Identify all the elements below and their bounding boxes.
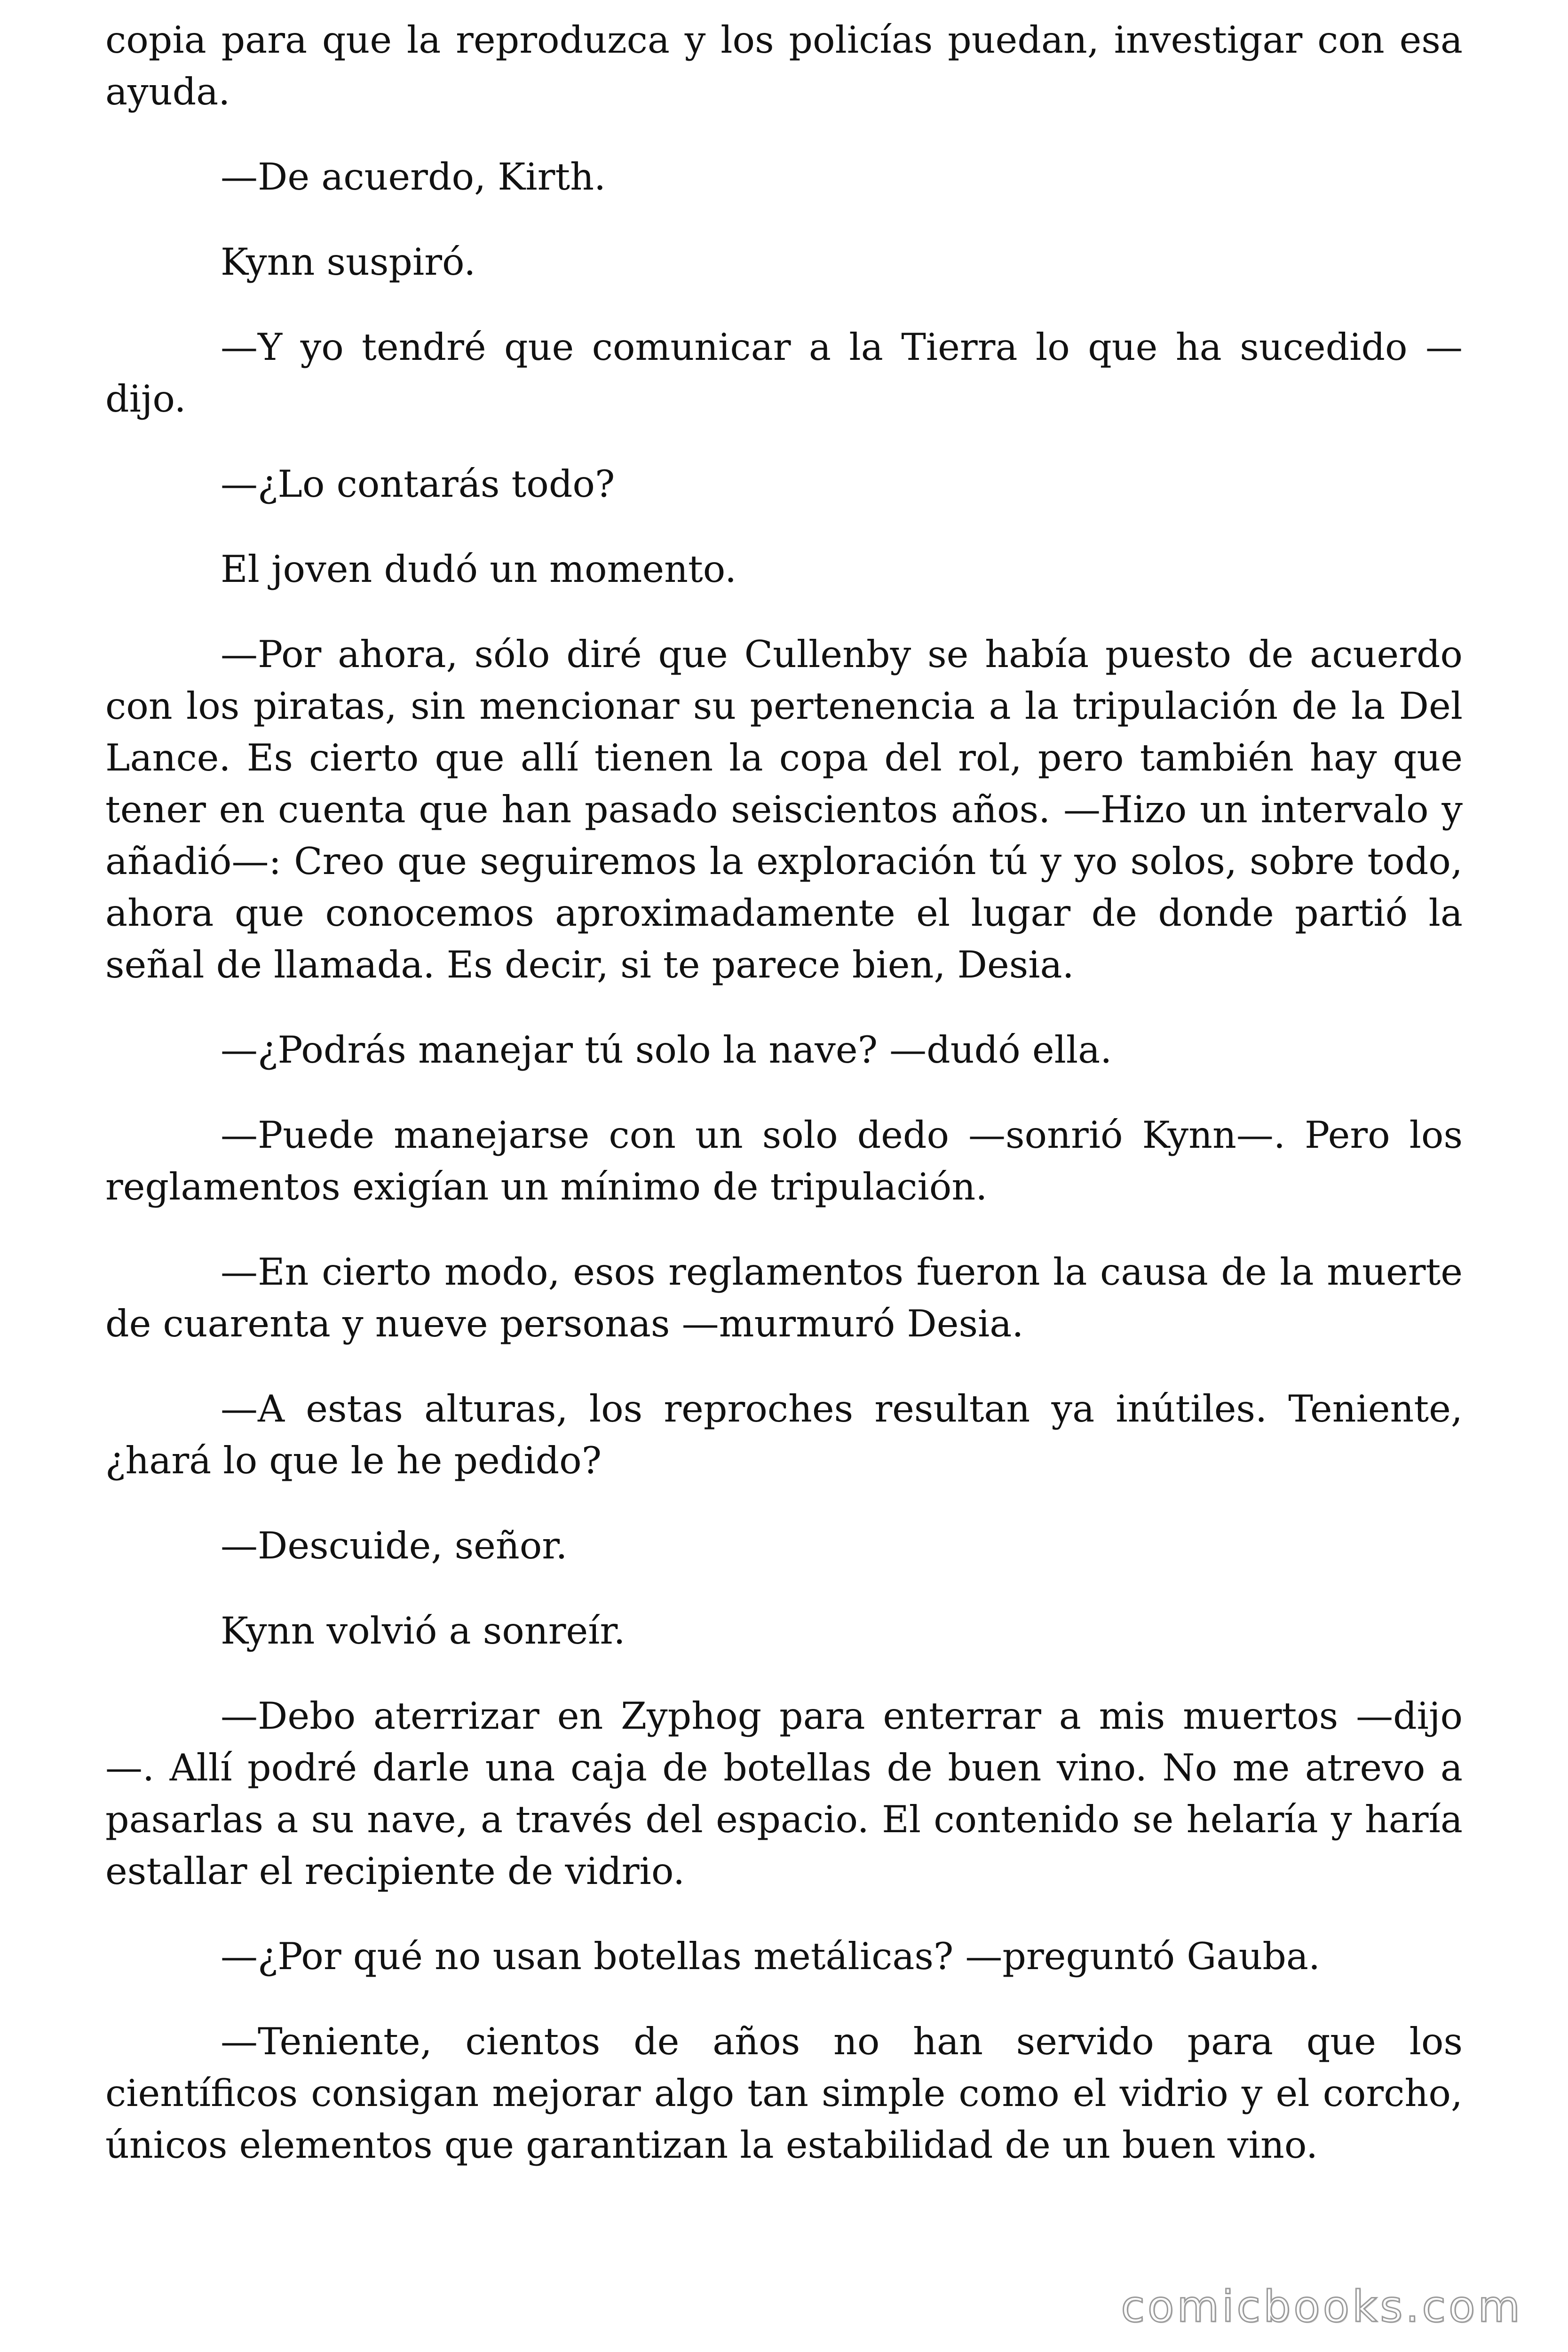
paragraph-8: —¿Podrás manejar tú solo la nave? —dudó ella. (221, 1028, 1112, 1072)
paragraph-6: El joven dudó un momento. (221, 548, 737, 591)
paragraph-3: Kynn suspiró. (221, 240, 476, 284)
paragraph-16: —Teniente, cientos de años no han servido para que los científicos consigan mejorar algo tan simple como el vidrio y el corcho, únicos elementos que garantizan la estabilidad de un buen vino. (105, 2020, 1463, 2167)
paragraph-13: Kynn volvió a sonreír. (221, 1609, 626, 1653)
paragraph-11: —A estas alturas, los reproches resultan ya inútiles. Teniente, ¿hará lo que le he pedido? (105, 1387, 1463, 1482)
paragraph-15: —¿Por qué no usan botellas metálicas? —preguntó Gauba. (221, 1935, 1321, 1978)
watermark: comicbooks.com (1121, 2281, 1523, 2332)
paragraph-10: —En cierto modo, esos reglamentos fueron la causa de la muerte de cuarenta y nueve personas —murmuró Desia. (105, 1250, 1463, 1345)
paragraph-7: —Por ahora, sólo diré que Cullenby se había puesto de acuerdo con los piratas, sin mencionar su pertenencia a la tripulación de la Del Lance. Es cierto que allí tienen la copa del rol, pero también hay que tener en cuenta que han pasado seiscientos años. —Hizo un intervalo y añadió—: Creo que seguiremos la exploración tú y yo solos, sobre todo, ahora que conocemos aproximadamente el lugar de donde partió la señal de llamada. Es decir, si te parece bien, Desia. (105, 633, 1463, 986)
paragraph-5: —¿Lo contarás todo? (221, 462, 615, 506)
paragraph-2: —De acuerdo, Kirth. (221, 155, 606, 199)
paragraph-1: copia para que la reproduzca y los policías puedan, investigar con esa ayuda. (105, 18, 1463, 113)
paragraph-9: —Puede manejarse con un solo dedo —sonrió Kynn—. Pero los reglamentos exigían un mínimo de tripulación. (105, 1113, 1463, 1208)
page-body (105, 14, 1463, 2204)
paragraph-12: —Descuide, señor. (221, 1524, 568, 1567)
paragraph-14: —Debo aterrizar en Zyphog para enterrar a mis muertos —dijo —. Allí podré darle una caja de botellas de buen vino. No me atrevo a pasarlas a su nave, a través del espacio. El contenido se helaría y haría estallar el recipiente de vidrio. (105, 1694, 1463, 1893)
paragraph-4: —Y yo tendré que comunicar a la Tierra lo que ha sucedido —dijo. (105, 326, 1463, 421)
